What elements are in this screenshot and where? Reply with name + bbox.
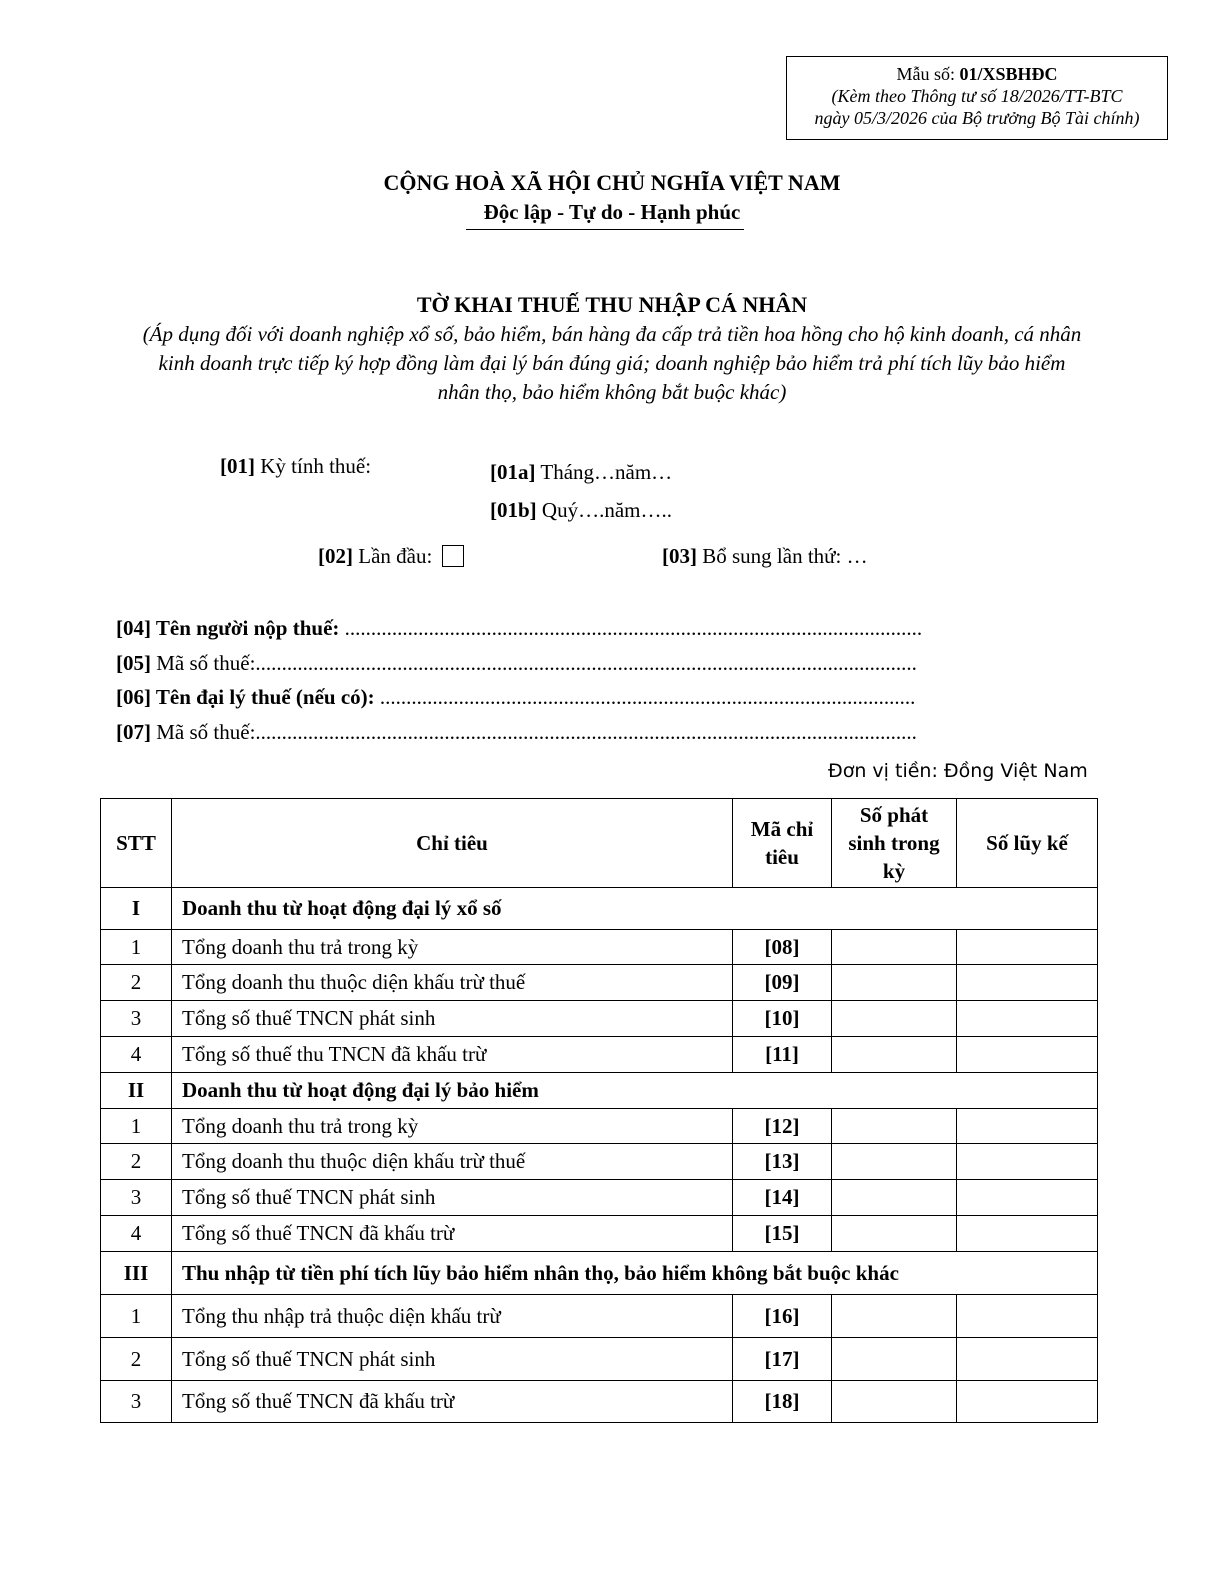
cumulative-amount-cell[interactable] [957,1001,1098,1037]
table-row [101,1381,1098,1423]
header-code: Mã chỉ tiêu [733,799,832,888]
period-amount-cell[interactable] [832,965,957,1001]
table-row [101,1001,1098,1037]
section-number: I [101,888,172,930]
cumulative-amount-cell[interactable] [957,1381,1098,1423]
cumulative-amount-cell[interactable] [957,965,1098,1001]
tax-table [100,798,1098,1423]
period-amount-cell[interactable] [832,1037,957,1073]
form-subtitle: (Áp dụng đối với doanh nghiệp xổ số, bảo hiểm, bán hàng đa cấp trả tiền hoa hồng cho hộ kinh doanh, cá nhân kinh doanh trực tiếp ký hợp đồng làm đại lý bán đúng giá; doanh nghiệp bảo hiểm trả phí tích lũy bảo hiểm nhân thọ, bảo hiểm không bắt buộc khác) [142,322,1082,404]
nation-heading: CỘNG HOÀ XÃ HỘI CHỦ NGHĨA VIỆT NAM [383,170,841,195]
cumulative-amount-cell[interactable] [957,1295,1098,1338]
header-cumulative: Số lũy kế [957,799,1098,888]
field-02-label: Lần đầu: [353,544,433,568]
field-01b-quarter[interactable] [490,498,672,523]
field-07-agent-tax-code[interactable] [116,720,1040,745]
field-06-label: Tên đại lý thuế (nếu có): [151,685,375,709]
row-name: Tổng doanh thu thuộc diện khấu trừ thuế [172,1144,733,1180]
row-name: Tổng doanh thu trả trong kỳ [172,930,733,965]
field-04-fill: .............................................................................................................. [339,616,923,640]
row-code: [12] [733,1109,832,1144]
row-stt: 1 [101,1109,172,1144]
row-stt: 3 [101,1381,172,1423]
form-code-prefix: Mẫu số: [896,64,960,84]
section-row [101,1073,1098,1109]
period-amount-cell[interactable] [832,1001,957,1037]
section-title: Doanh thu từ hoạt động đại lý xổ số [172,888,1098,930]
row-stt: 2 [101,1144,172,1180]
field-05-label: Mã số thuế: [151,651,256,675]
row-code: [10] [733,1001,832,1037]
field-07-code: [07] [116,720,151,744]
row-code: [13] [733,1144,832,1180]
field-05-fill: .............................................................................................................................. [255,651,917,675]
period-amount-cell[interactable] [832,1295,957,1338]
section-title: Doanh thu từ hoạt động đại lý bảo hiểm [172,1073,1098,1109]
table-row [101,965,1098,1001]
form-code-date: ngày 05/3/2026 của Bộ trưởng Bộ Tài chính) [814,108,1140,128]
row-code: [14] [733,1180,832,1216]
row-name: Tổng số thuế TNCN đã khấu trừ [172,1216,733,1252]
row-code: [09] [733,965,832,1001]
row-code: [15] [733,1216,832,1252]
row-code: [16] [733,1295,832,1338]
field-04-taxpayer-name[interactable] [116,616,1040,641]
field-03-label: Bổ sung lần thứ: … [697,544,868,568]
period-amount-cell[interactable] [832,1338,957,1381]
form-code-circular: (Kèm theo Thông tư số 18/2026/TT-BTC [831,86,1123,106]
cumulative-amount-cell[interactable] [957,1180,1098,1216]
row-stt: 4 [101,1216,172,1252]
field-02-code: [02] [318,544,353,568]
field-04-code: [04] [116,616,151,640]
row-name: Tổng số thuế thu TNCN đã khấu trừ [172,1037,733,1073]
table-row [101,1180,1098,1216]
row-code: [17] [733,1338,832,1381]
form-code: 01/XSBHĐC [959,64,1058,84]
field-06-fill: ...................................................................................................... [374,685,916,709]
row-code: [11] [733,1037,832,1073]
row-name: Tổng số thuế TNCN phát sinh [172,1180,733,1216]
period-amount-cell[interactable] [832,1180,957,1216]
field-05-code: [05] [116,651,151,675]
row-name: Tổng thu nhập trả thuộc diện khấu trừ [172,1295,733,1338]
table-body [101,888,1098,1423]
form-title: TỜ KHAI THUẾ THU NHẬP CÁ NHÂN [416,292,808,317]
period-amount-cell[interactable] [832,930,957,965]
row-stt: 1 [101,930,172,965]
cumulative-amount-cell[interactable] [957,930,1098,965]
field-01-label: Kỳ tính thuế: [255,454,372,478]
motto-underline [466,229,744,230]
header-name: Chỉ tiêu [172,799,733,888]
row-stt: 2 [101,965,172,1001]
row-name: Tổng doanh thu trả trong kỳ [172,1109,733,1144]
field-07-fill: .............................................................................................................................. [255,720,917,744]
currency-unit: Đơn vị tiền: Đồng Việt Nam [828,760,1088,782]
period-amount-cell[interactable] [832,1144,957,1180]
period-amount-cell[interactable] [832,1216,957,1252]
row-stt: 2 [101,1338,172,1381]
field-01b-label: Quý….năm….. [536,498,672,522]
table-row [101,1338,1098,1381]
field-07-label: Mã số thuế: [151,720,256,744]
cumulative-amount-cell[interactable] [957,1338,1098,1381]
row-name: Tổng số thuế TNCN phát sinh [172,1001,733,1037]
field-06-tax-agent-name[interactable] [116,685,1040,710]
section-row [101,888,1098,930]
first-time-checkbox[interactable] [442,545,464,567]
field-02-first-time [318,544,464,569]
motto: Độc lập - Tự do - Hạnh phúc [483,200,741,224]
period-amount-cell[interactable] [832,1109,957,1144]
row-stt: 3 [101,1001,172,1037]
field-01-code: [01] [220,454,255,478]
table-row [101,1109,1098,1144]
field-04-label: Tên người nộp thuế: [151,616,340,640]
field-01b-code: [01b] [490,498,537,522]
row-name: Tổng số thuế TNCN đã khấu trừ [172,1381,733,1423]
field-03-supplement[interactable] [662,544,868,569]
period-amount-cell[interactable] [832,1381,957,1423]
section-number: II [101,1073,172,1109]
form-code-box [786,56,1168,140]
table-row [101,1295,1098,1338]
table-row [101,1216,1098,1252]
table-header-row [101,799,1098,888]
cumulative-amount-cell[interactable] [957,1109,1098,1144]
cumulative-amount-cell[interactable] [957,1144,1098,1180]
row-name: Tổng số thuế TNCN phát sinh [172,1338,733,1381]
section-row [101,1252,1098,1295]
field-06-code: [06] [116,685,151,709]
table-row [101,1144,1098,1180]
field-03-code: [03] [662,544,697,568]
row-code: [18] [733,1381,832,1423]
field-01-tax-period [220,454,371,479]
row-stt: 4 [101,1037,172,1073]
field-01a-month[interactable] [490,460,672,485]
form-code-line1 [896,64,1057,84]
row-code: [08] [733,930,832,965]
cumulative-amount-cell[interactable] [957,1037,1098,1073]
header-period: Số phát sinh trong kỳ [832,799,957,888]
cumulative-amount-cell[interactable] [957,1216,1098,1252]
section-title: Thu nhập từ tiền phí tích lũy bảo hiểm nhân thọ, bảo hiểm không bắt buộc khác [172,1252,1098,1295]
table-row [101,930,1098,965]
row-stt: 3 [101,1180,172,1216]
row-name: Tổng doanh thu thuộc diện khấu trừ thuế [172,965,733,1001]
table-row [101,1037,1098,1073]
field-01a-code: [01a] [490,460,536,484]
row-stt: 1 [101,1295,172,1338]
section-number: III [101,1252,172,1295]
field-05-tax-code[interactable] [116,651,1040,676]
field-01a-label: Tháng…năm… [535,460,673,484]
header-stt: STT [101,799,172,888]
